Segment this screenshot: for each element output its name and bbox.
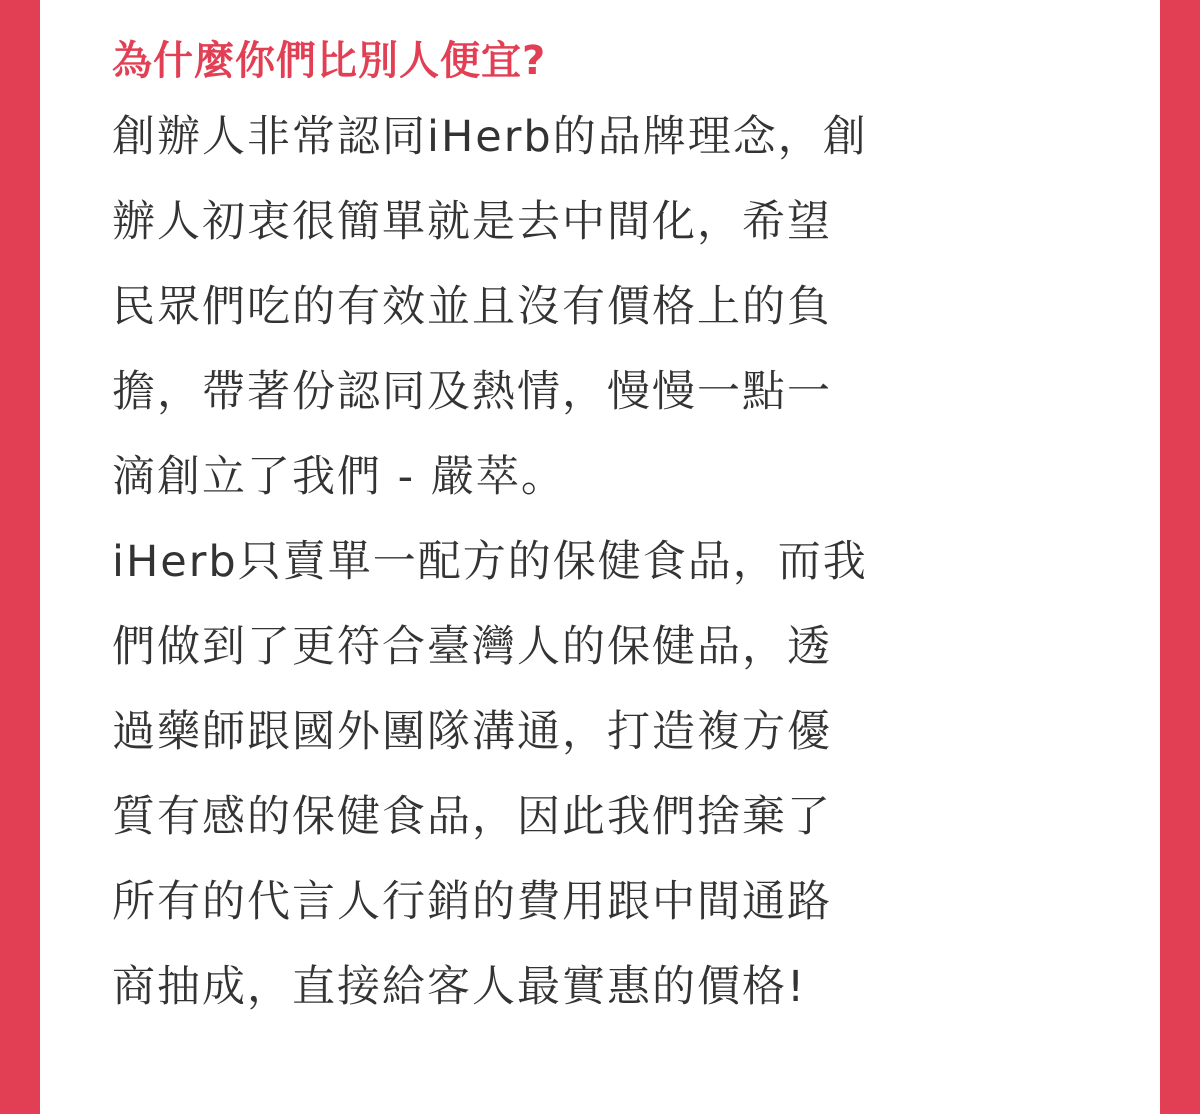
answer-line: 過藥師跟國外團隊溝通，打造複方優	[112, 707, 832, 757]
faq-question-heading: 為什麼你們比別人便宜?	[112, 38, 547, 84]
faq-answer	[112, 95, 1102, 1030]
answer-line: 所有的代言人行銷的費用跟中間通路	[112, 877, 832, 927]
answer-line: 商抽成，直接給客人最實惠的價格!	[112, 962, 807, 1012]
right-accent-border	[1160, 0, 1200, 1114]
answer-line: iHerb只賣單一配方的保健食品，而我	[112, 537, 868, 587]
answer-line: 辦人初衷很簡單就是去中間化，希望	[112, 197, 832, 247]
left-accent-border	[0, 0, 40, 1114]
answer-line: 質有感的保健食品，因此我們捨棄了	[112, 792, 832, 842]
answer-line: 創辦人非常認同iHerb的品牌理念，創	[112, 112, 868, 162]
faq-content	[112, 30, 1102, 1030]
answer-line: 滴創立了我們 - 嚴萃。	[112, 452, 566, 502]
answer-line: 們做到了更符合臺灣人的保健品，透	[112, 622, 832, 672]
answer-line: 擔，帶著份認同及熱情，慢慢一點一	[112, 367, 832, 417]
answer-line: 民眾們吃的有效並且沒有價格上的負	[112, 282, 832, 332]
